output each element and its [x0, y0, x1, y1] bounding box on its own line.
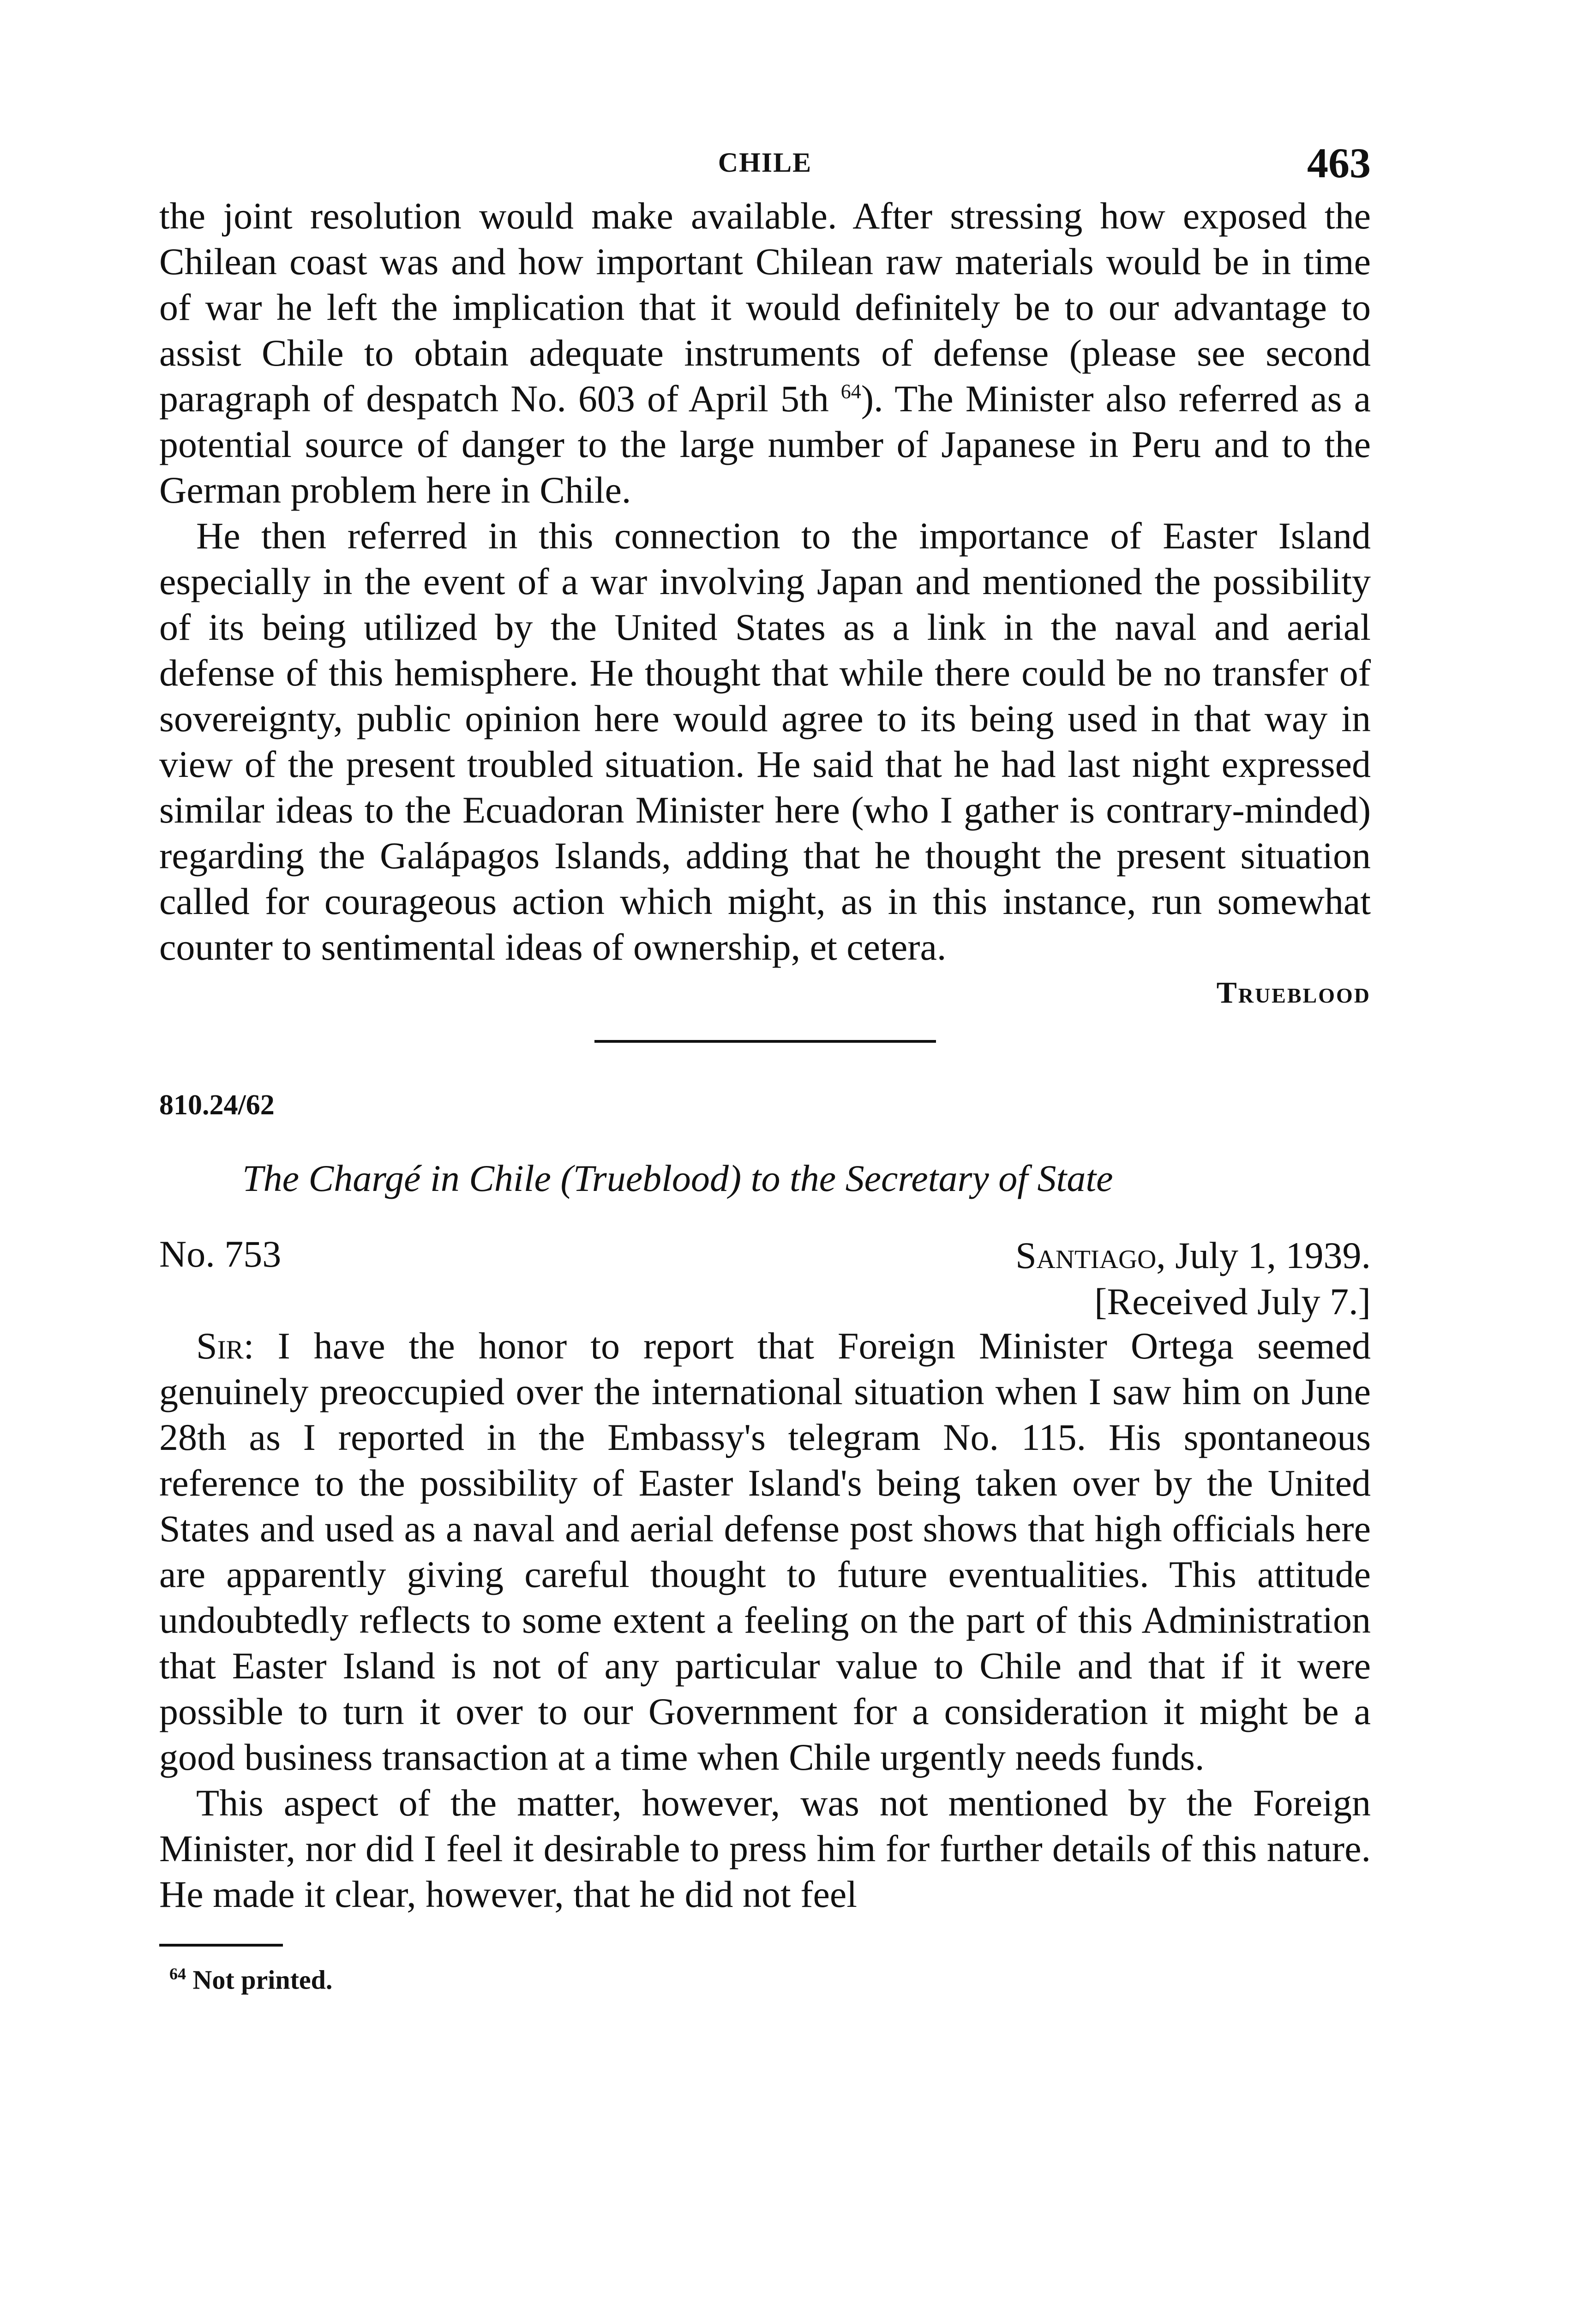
page-number: 463	[1307, 139, 1371, 186]
signature: Trueblood	[1216, 976, 1371, 1010]
running-title: CHILE	[718, 147, 812, 178]
footnote-text: Not printed.	[192, 1965, 333, 1995]
received-date: [Received July 7.]	[1094, 1280, 1371, 1322]
file-number: 810.24/62	[159, 1089, 275, 1121]
continuation-paragraph-1	[159, 193, 1371, 513]
continuation-text-after-reference: ). The Minister also referred as a potential source of danger to the large number of Japanese in Peru and to the German problem here in Chile.	[159, 378, 1371, 511]
letter-paragraph-1-text: : I have the honor to report that Foreign Minister Ortega seemed genuinely preoccupied over the international situation when I saw him on June 28th as I reported in the Embassy's telegram No. 115. His spontaneous reference to the possibility of Easter Island's being taken over by the United States and used as a naval and aerial defense post shows that high officials here are apparently giving careful thought to future eventualities. This attitude undoubtedly reflects to some extent a feeling on the part of this Administration that Easter Island is not of any particular value to Chile and that if it were possible to turn it over to our Government for a consideration it might be a good business transaction at a time when Chile urgently needs funds.	[159, 1325, 1371, 1778]
dateline	[1015, 1232, 1371, 1325]
date: , July 1, 1939.	[1156, 1234, 1371, 1276]
footnote-marker: 64	[169, 1965, 186, 1983]
salutation: Sir	[196, 1325, 244, 1367]
document-heading: The Chargé in Chile (Trueblood) to the Secretary of State	[242, 1157, 1113, 1199]
footnote	[159, 1964, 1371, 1995]
document-number: No. 753	[159, 1233, 282, 1275]
running-head	[159, 138, 1371, 189]
document-page	[159, 138, 1371, 1995]
place: Santiago	[1015, 1234, 1157, 1276]
continuation-paragraph-2: He then referred in this connection to the importance of Easter Island especially in the event of a war involving Japan and mentioned the possibility of its being utilized by the United States as a link in the naval and aerial defense of this hemisphere. He thought that while there could be no transfer of sovereignty, public opinion here would agree to its being used in that way in view of the present troubled situation. He said that he had last night expressed similar ideas to the Ecuadoran Minister here (who I gather is contrary-minded) regarding the Galápagos Islands, adding that he thought the present situation called for courageous action which might, as in this instance, run somewhat counter to sentimental ideas of ownership, et cetera.	[159, 515, 1371, 968]
continuation-text: the joint resolution would make available. After stressing how exposed the Chilean coast was and how important Chilean raw materials would be in time of war he left the implication that it would definitely be to our advantage to assist Chile to obtain adequate instruments of defense (please see second paragraph of despatch No. 603 of April 5th	[159, 195, 1371, 420]
footnote-reference: 64	[840, 380, 861, 403]
letter-paragraph-1	[159, 1323, 1371, 1780]
footnote-divider	[159, 1944, 283, 1947]
document-header	[159, 1232, 1371, 1323]
letter-paragraph-2: This aspect of the matter, however, was not mentioned by the Foreign Minister, nor did I feel it desirable to press him for further details of this nature. He made it clear, however, that he did not feel	[159, 1782, 1371, 1915]
section-divider	[594, 1040, 936, 1043]
